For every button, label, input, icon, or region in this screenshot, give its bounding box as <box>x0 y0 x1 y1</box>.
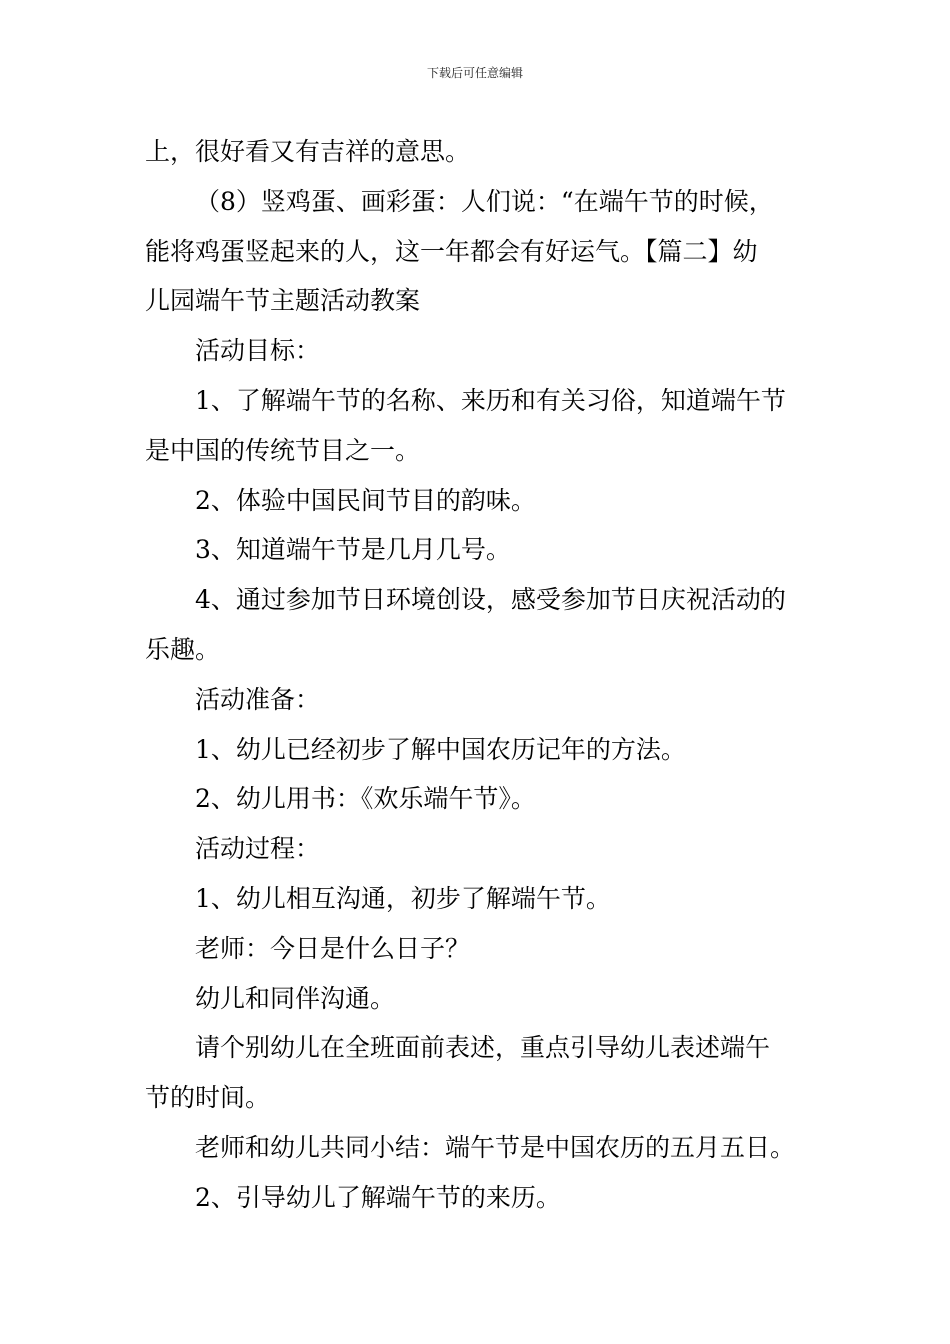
text-line: 上，很好看又有吉祥的意思。 <box>145 137 471 166</box>
text-line: 2、幼儿用书：《欢乐端午节》。 <box>195 784 536 814</box>
text-line: 是中国的传统节目之一。 <box>145 435 421 465</box>
text-line: 3、知道端午节是几月几号。 <box>195 535 511 565</box>
text-line: 能将鸡蛋竖起来的人，这一年都会有好运气。【篇二】幼 <box>145 236 758 266</box>
text-line: 1、了解端午节的名称、来历和有关习俗，知道端午节 <box>195 385 786 415</box>
text-line: 乐趣。 <box>145 634 221 664</box>
text-line: 请个别幼儿在全班面前表述，重点引导幼儿表述端午 <box>195 1033 771 1063</box>
section-heading: 活动目标： <box>195 336 321 366</box>
text-line: 4、通过参加节日环境创设，感受参加节日庆祝活动的 <box>195 585 786 615</box>
document-body <box>145 127 810 1223</box>
text-line: 老师和幼儿共同小结：端午节是中国农历的五月五日。 <box>195 1132 796 1162</box>
section-heading: 活动过程： <box>195 834 321 864</box>
text-line: 幼儿和同伴沟通。 <box>195 983 396 1013</box>
page-header: 下载后可任意编辑 <box>426 66 523 80</box>
text-line: 2、体验中国民间节目的韵味。 <box>195 485 536 515</box>
text-line: 老师：今日是什么日子？ <box>195 933 471 963</box>
text-line: 1、幼儿相互沟通，初步了解端午节。 <box>195 883 611 913</box>
text-line: 节的时间。 <box>145 1083 271 1113</box>
text-line: 儿园端午节主题活动教案 <box>145 286 421 316</box>
text-line: 1、幼儿已经初步了解中国农历记年的方法。 <box>195 734 686 764</box>
text-line: （8）竖鸡蛋、画彩蛋：人们说：“在端午节的时候， <box>195 186 774 216</box>
text-line: 2、引导幼儿了解端午节的来历。 <box>195 1182 561 1212</box>
section-heading: 活动准备： <box>195 684 321 714</box>
